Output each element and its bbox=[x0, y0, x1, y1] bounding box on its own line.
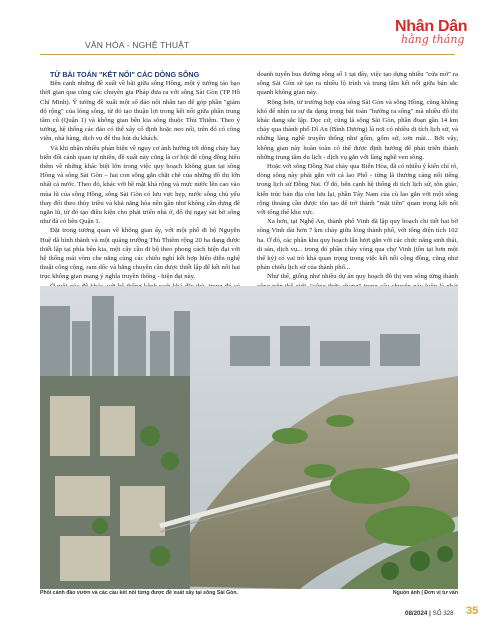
paragraph: Xa hơn, tại Nghệ An, thành phố Vinh đã lập quy hoạch chi tiết hai bờ sông Vinh dài hơn 7 km chảy giữa lòng thành phố, với tổng diện tích 102 ha. Ở đó, các phân khu quy hoạch lấn lượt gắn với các chức năng sinh thái, di sản, dịch vụ... trong đó phần chảy vòng qua chợ Vinh (tồn tại hơn một thế kỷ) có vai trò khá quan trọng trong việc kết nối cộng đồng, cũng như phản chiếu lịch sử của thành phố... bbox=[257, 218, 458, 272]
logo-main-text: Nhân Dân bbox=[395, 18, 468, 35]
header-divider bbox=[40, 54, 455, 55]
paragraph: Đặt trong tương quan về không gian ấy, với một phố đi bộ Nguyễn Huệ đã hình thành và một quảng trường Thủ Thiêm rộng 20 ha đang được thiết lập tại phía bên kia, một cây cầu đi bộ theo phong cách hiện đại với hệ thống mái vòm che nắng cùng các chiếu nghỉ kết hợp hiểu diễn nghệ thuật công cộng, ram dốc và băng chuyền cần được thiết lập để kết nối hai trục không gian mang ý nghĩa truyền thống - hiện đại này. bbox=[40, 227, 240, 281]
paragraph: Hoặc với sông Đồng Nai chảy qua Biên Hòa, đã có nhiều ý kiến chỉ rõ, dòng sông này phải gắn với cả lao Phố - từng là thương cảng nối tiếng trong lịch sử Đồng Nai. Ở đó, bên cạnh hệ thống di tích lịch sử, tôn giáo, kiến trúc bản địa còn lưu lại, phần Tây Nam của cù lao gắn với một sông rộng thoáng cần được tôn tạo để trở thành "mặt tiền" quan trọng kết nối với tổng thể khu vực. bbox=[257, 163, 458, 217]
page-number: 35 bbox=[466, 605, 479, 617]
river-rendering-photo bbox=[40, 286, 458, 589]
article-title: TỪ BÀI TOÁN "KẾT NỐI" CÁC DÒNG SÔNG bbox=[50, 70, 200, 79]
issue-info: 08/2024 | SỐ 328 bbox=[405, 610, 454, 617]
paragraph: Và khi nhận nhiều phản biện về nguy cơ ảnh hưởng tới dòng chảy hay biến đổi cảnh quan tự nhiên, đề xuất này cũng là cơ hội để cộng đồng hiểu thêm về những khác biệt lớn trong việc quy hoạch không gian tại sông Hồng và sông Sài Gòn – hai con sông gắn chặt chẽ của những đô thị lớn nhất cả nước. Theo đó, khác với bề mặt khá rộng và mực nước lên cao vào mùa lũ của sông Hồng, sông Sài Gòn có lưu vực hẹp, nước sông chủ yếu thay đổi theo thủy triều và khả năng hòa nền gần như không cần dựng đê ngăn lũ, từ đó tạo điều kiện cho phát triển nhà ở, đô thị ngay sát bờ sông như đã có bên Quận 1. bbox=[40, 144, 240, 226]
paragraph: Như thế, giống như nhiều dự án quy hoạch đô thị ven sông từng thành bbox=[267, 273, 458, 281]
issue-date: 08/2024 bbox=[405, 610, 428, 617]
paragraph: Bên cạnh những đề xuất về bãi giữa sông Hồng, một ý tưởng táo bạo thời gian qua cũng các chuyên gia Pháp đưa ra với sông Sài Gòn (TP Hồ Chí Minh). Ý tưởng đề xuất một số đảo nổi nhân tạo để góp phần "giảm độ rộng" của lòng sông, từ đó tạo thuận lợi trong kết nối giữa phần trung tâm cũ (Quận 1) và không gian bên kia sông thuộc Thủ Thiêm. Theo ý tưởng, hệ thống các đảo có thể xây cố định hoặc neo nổi, trên đó có công viên, nhà hàng, dịch vụ để thu hút du khách. bbox=[40, 80, 240, 143]
publication-logo bbox=[395, 18, 468, 52]
issue-number: SỐ 328 bbox=[432, 610, 454, 617]
photo-caption: Phối cảnh đảo vườn và các cầu kết nối từng được đề xuất xây tại sông Sài Gòn. bbox=[40, 590, 238, 596]
page-header bbox=[0, 0, 500, 60]
paragraph: doanh tuyến bus đường sông số 1 tại đây, việc tạo dựng nhiều "cửa mở" ra sông Sài Gòn sẽ tạo ra nhiều lộ trình và trung tâm kết nối giữa bản sắc quanh không gian này. bbox=[257, 71, 458, 97]
logo-sub-text: hằng tháng bbox=[401, 33, 465, 46]
section-label: VĂN HÓA - NGHỆ THUẬT bbox=[85, 40, 190, 50]
paragraph: Rộng hơn, từ trường hợp của sông Sài Gòn và sông Hồng, cũng không khó để nhìn ra sự đa dạng trong bài toán "hướng ra sông" mà nhiều đô thị khác đang sắc lập. Dọc cứ, cũng là sông Sài Gòn, phần đoạn gần 14 km chảy qua thành phố Dĩ An (Bình Dương) là nơi có nhiều di tích lịch sử, và những làng nghề truyền thống như gốm, gốm sứ, sơn mài... Bởi vậy, không gian này hoàn toàn có thể được định hướng để phát triển thành những trung tâm du lịch - dịch vụ gắn với làng nghề ven sông. bbox=[257, 98, 458, 161]
photo-credit: Nguồn ảnh | Đơn vị tư vấn bbox=[392, 590, 458, 596]
